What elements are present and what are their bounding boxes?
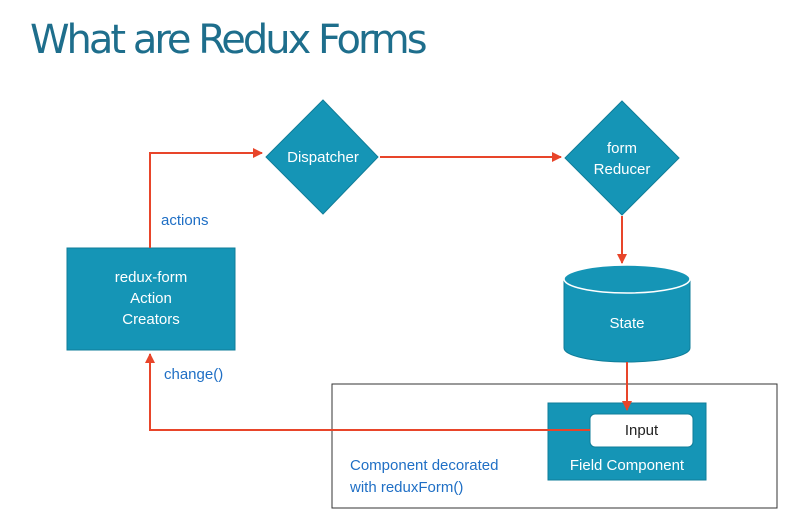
state-label: State	[609, 315, 645, 332]
actions-label: actions	[161, 212, 209, 229]
action-creators-line1: redux-form	[114, 269, 188, 286]
action-creators-line3: Creators	[122, 311, 180, 328]
form-reducer-line1: form	[607, 140, 637, 157]
container-label	[350, 455, 498, 499]
input-label: Input	[624, 422, 659, 439]
container-label-line2: with reduxForm()	[350, 479, 464, 496]
slide-title: What are Redux Forms	[30, 17, 425, 63]
action-creators-line2: Action	[130, 290, 172, 307]
dispatcher-label: Dispatcher	[287, 149, 359, 166]
action-creators-text	[67, 267, 235, 330]
change-label: change()	[164, 366, 224, 383]
arrow-actions-to-dispatcher	[150, 153, 262, 248]
form-reducer-line2: Reducer	[593, 161, 651, 178]
container-label-line1: Component decorated	[350, 457, 499, 474]
form-reducer-text	[565, 138, 679, 180]
field-component-label: Field Component	[569, 457, 685, 474]
